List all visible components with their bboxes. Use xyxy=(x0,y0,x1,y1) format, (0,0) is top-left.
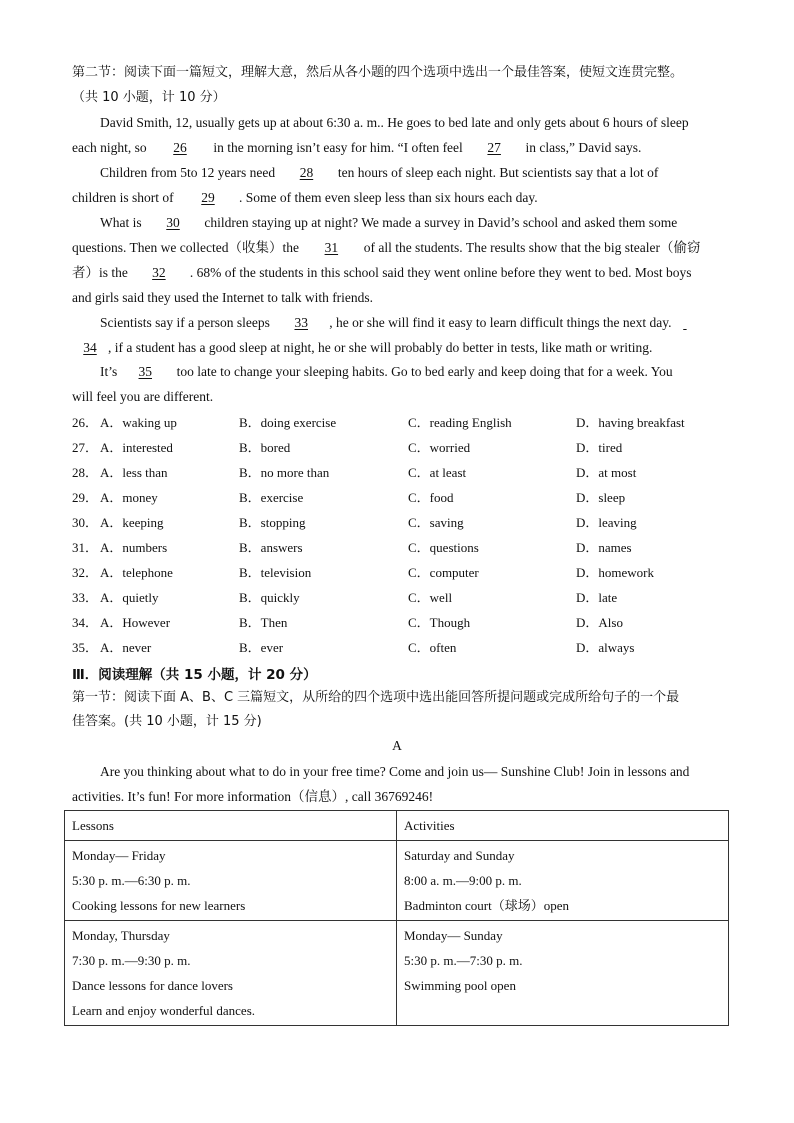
passage-line: David Smith, 12, usually gets up at about 6:30 a. m.. He goes to bed late and only gets about 6 hours of sleep xyxy=(100,115,689,130)
option-d[interactable]: D．Also xyxy=(576,615,623,630)
passage-line: and girls said they used the Internet to talk with friends. xyxy=(72,290,374,305)
option-b[interactable]: B．quickly xyxy=(239,590,300,605)
header-lessons: Lessons xyxy=(65,811,397,841)
passage-line: Children from 5to 12 years need 28 ten hours of sleep each night. But scientists say that a lot of xyxy=(100,165,659,180)
header-activities: Activities xyxy=(397,811,729,841)
option-c[interactable]: C．often xyxy=(408,640,457,655)
option-a[interactable]: A．interested xyxy=(100,440,173,455)
club-schedule-table xyxy=(64,810,729,1026)
blank-30: 30 xyxy=(166,215,180,230)
blank-31: 31 xyxy=(324,240,339,255)
passage-line: What is 30 children staying up at night? We made a survey in David’s school and asked them some xyxy=(100,215,678,230)
option-a[interactable]: A．telephone xyxy=(100,565,173,580)
activity-cell: Saturday and Sunday 8:00 a. m.—9:00 p. m. Badminton court（球场）open xyxy=(397,841,729,921)
passage-line: Scientists say if a person sleeps 33 , he or she will find it easy to learn difficult things the next day. xyxy=(100,315,672,330)
option-c[interactable]: C．Though xyxy=(408,615,471,630)
option-c[interactable]: C．at least xyxy=(408,465,467,480)
option-c[interactable]: C．reading English xyxy=(408,415,512,430)
section3-intro-cont: 佳答案。(共 10 小题，计 15 分) xyxy=(72,714,262,729)
option-d[interactable]: D．always xyxy=(576,640,635,655)
option-c[interactable]: C．worried xyxy=(408,440,471,455)
option-c[interactable]: C．well xyxy=(408,590,453,605)
option-a[interactable]: A．numbers xyxy=(100,540,168,555)
option-d[interactable]: D．homework xyxy=(576,565,654,580)
option-a[interactable]: A．keeping xyxy=(100,515,164,530)
option-b[interactable]: B．Then xyxy=(239,615,288,630)
option-a[interactable]: A．quietly xyxy=(100,590,159,605)
option-b[interactable]: B．stopping xyxy=(239,515,306,530)
option-b[interactable]: B．ever xyxy=(239,640,284,655)
blank-32: 32 xyxy=(152,265,166,280)
passage-line: will feel you are different. xyxy=(72,389,214,404)
option-b[interactable]: B．television xyxy=(239,565,312,580)
option-a[interactable]: A．However xyxy=(100,615,171,630)
option-b[interactable]: B．exercise xyxy=(239,490,304,505)
passage-label: A xyxy=(392,738,402,753)
option-a[interactable]: A．money xyxy=(100,490,158,505)
passage-line: each night, so 26 in the morning isn’t easy for him. “I often feel 27 in class,” David says. xyxy=(72,140,642,155)
section2-intro: 第二节：阅读下面一篇短文，理解大意，然后从各小题的四个选项中选出一个最佳答案，使短文连贯完整。 xyxy=(72,65,684,80)
ad-line: activities. It’s fun! For more information（信息）, call 36769246! xyxy=(72,789,434,804)
table-header-row xyxy=(65,811,729,841)
blank-28: 28 xyxy=(299,165,314,180)
option-d[interactable]: D．sleep xyxy=(576,490,626,505)
table-row xyxy=(65,921,729,1026)
lesson-cell: Monday, Thursday 7:30 p. m.—9:30 p. m. Dance lessons for dance lovers Learn and enjoy wonderful dances. xyxy=(65,921,397,1026)
option-a[interactable]: A．waking up xyxy=(100,415,177,430)
section3-intro: 第一节：阅读下面 A、B、C 三篇短文，从所给的四个选项中选出能回答所提问题或完成所给句子的一个最 xyxy=(72,690,680,705)
blank-33: 33 xyxy=(294,315,308,330)
passage-line: It’s 35 too late to change your sleeping habits. Go to bed early and keep doing that for a week. You xyxy=(100,364,673,379)
section2-score: （共 10 小题，计 10 分） xyxy=(72,90,226,105)
option-b[interactable]: B．doing exercise xyxy=(239,415,337,430)
option-b[interactable]: B．no more than xyxy=(239,465,330,480)
option-d[interactable]: D．at most xyxy=(576,465,637,480)
option-d[interactable]: D．leaving xyxy=(576,515,637,530)
option-c[interactable]: C．food xyxy=(408,490,454,505)
blank-27: 27 xyxy=(487,140,501,155)
blank-29: 29 xyxy=(201,190,215,205)
blank-26: 26 xyxy=(173,140,187,155)
option-a[interactable]: A．never xyxy=(100,640,152,655)
option-b[interactable]: B．answers xyxy=(239,540,303,555)
option-d[interactable]: D．late xyxy=(576,590,618,605)
section3-heading: Ⅲ．阅读理解（共 15 小题，计 20 分） xyxy=(72,667,317,683)
option-a[interactable]: A．less than xyxy=(100,465,168,480)
ad-line: Are you thinking about what to do in your free time? Come and join us— Sunshine Club! Join in lessons and xyxy=(100,764,690,779)
option-d[interactable]: D．tired xyxy=(576,440,623,455)
option-d[interactable]: D．names xyxy=(576,540,632,555)
blank-35: 35 xyxy=(138,364,153,379)
passage-line: questions. Then we collected（收集）the 31 of all the students. The results show that the big stealer（偷窃 xyxy=(72,240,701,255)
blank-34: 34 xyxy=(83,340,97,355)
passage-line: children is short of 29 . Some of them even sleep less than six hours each day. xyxy=(72,190,538,205)
option-c[interactable]: C．questions xyxy=(408,540,479,555)
table-row xyxy=(65,841,729,921)
activity-cell: Monday— Sunday 5:30 p. m.—7:30 p. m. Swimming pool open xyxy=(397,921,729,1026)
option-d[interactable]: D．having breakfast xyxy=(576,415,685,430)
exam-page: 第二节：阅读下面一篇短文，理解大意，然后从各小题的四个选项中选出一个最佳答案，使短文连贯完整。 （共 10 小题，计 10 分） David Smith, 12, usually gets up at about 6:30 a. m.. He goes to bed late and only gets about 6 hours of sleep each night, so 26 in the morning isn’t easy for him. “I often feel 27 in class,” David says. Children from 5to 12 years need 28 ten hours of sleep each night. But scientists say that a lot of children is short of 29 . Some of them even sleep less than six hours each day. What is 30 children staying up at night? We made a survey in David’s school and asked them some questions. Then we collected（收集）the 31 of all the students. The results show that the big stealer（偷窃 者）is the 32 . 68% of the students in this school said they went online before they went to bed. Most boys and girls said they used the Internet to talk with friends. Scientists say if a person sleeps 33 , he or she will find it easy to learn difficult things the next day. 34 , if a student has a good sleep at night, he or she will probably do better in tests, like math or writing. It’s 35 too late to change your sleeping habits. Go to bed early and keep doing that for a week. You will feel you are different. 26． A．waking up B．doing exercise C．reading English D．having breakfast 27． A．interested B．bored C．worried D．tired 28． A．less than B．no more than C．at least D．at most 29． A．money B．exercise C．food D．sleep 30． A．keeping B．stopping C．saving D．leaving 31． A．numbers B．answers C．questions D．names 32． A．telephone B．television C．computer D．homework 33． A．quietly B．quickly C．well D．late 34． A．However B．Then C．Though D．Also 35． A．never B．ever C．often D．always Ⅲ．阅读理解（共 15 小题，计 20 分） 第一节：阅读下面 A、B、C 三篇短文，从所给的四个选项中选出能回答所提问题或完成所给句子的一个最 佳答案。(共 10 小题，计 15 分) A Are you thinking about what to do in your free time? Come and join us— Sunshine Club! Join in lessons and activities. It’s fun! For more information（信息）, call 36769246! Lessons Activities Monday— Friday 5:30 p. m.—6:30 p. m. Cooking lessons for new learners Saturday and Sunday 8:00 a. m.—9:00 p. m. Badminton court（球场）open Monday, Thursday 7:30 p. m.—9:30 p. m. Dance lessons for dance lovers Learn and enjoy wonderful dances. Monday— Sunday 5:30 p. m.—7:30 p. m. Swimming pool open xyxy=(0,0,794,1123)
option-c[interactable]: C．saving xyxy=(408,515,464,530)
option-c[interactable]: C．computer xyxy=(408,565,479,580)
lesson-cell: Monday— Friday 5:30 p. m.—6:30 p. m. Cooking lessons for new learners xyxy=(65,841,397,921)
passage-line: 34 , if a student has a good sleep at night, he or she will probably do better in tests, like math or writing. xyxy=(72,339,652,357)
option-b[interactable]: B．bored xyxy=(239,440,291,455)
passage-line: 者）is the 32 . 68% of the students in this school said they went online before they went to bed. Most boys xyxy=(72,265,692,280)
